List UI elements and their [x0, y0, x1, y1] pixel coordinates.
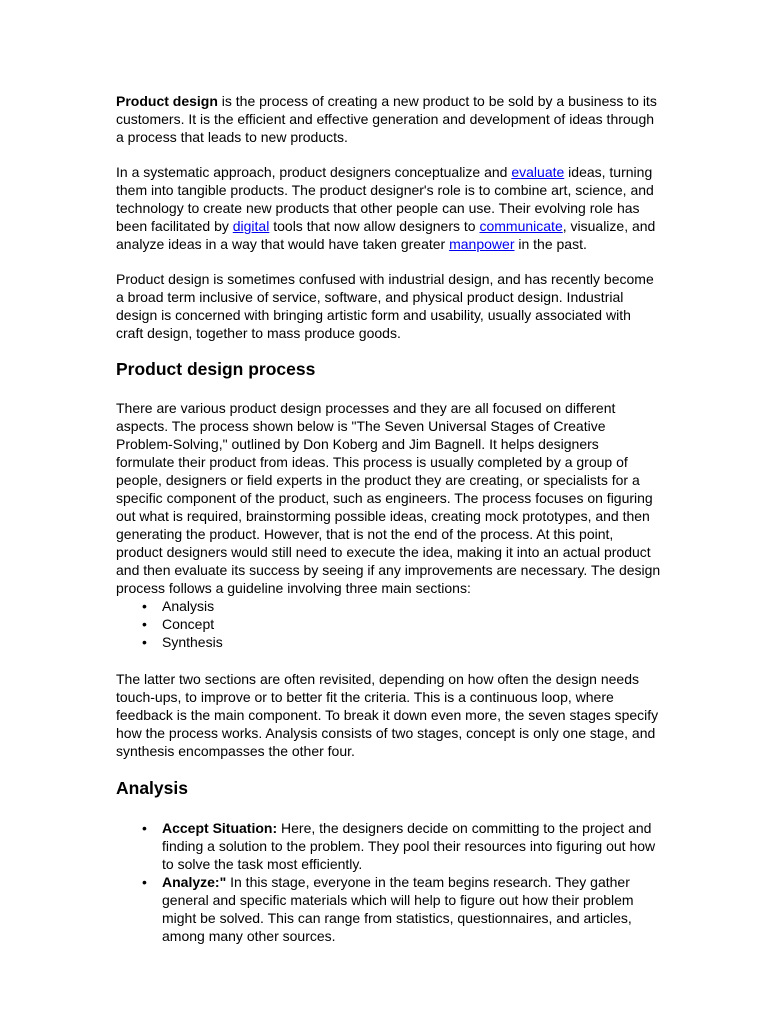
- list-item: [142, 633, 661, 651]
- sections-list: [116, 597, 661, 651]
- section-label: Concept: [162, 616, 215, 632]
- systematic-paragraph: [116, 163, 661, 253]
- systematic-text-4: , visualize, and analyze ideas in a way that would have taken greater: [116, 218, 656, 252]
- industrial-design-paragraph: Product design is sometimes confused with industrial design, and has recently become a broad term inclusive of service, software, and physical product design. Industrial design is concerned with bringing artistic form and usability, usually associated with craft design, together to mass produce goods.: [116, 271, 654, 341]
- evaluate-link[interactable]: evaluate: [511, 164, 565, 180]
- communicate-link[interactable]: communicate: [479, 218, 563, 234]
- stage-text: Here, the designers decide on committing to the project and finding a solution to the problem. They pool their resources into figuring out how to solve the task most efficiently.: [162, 820, 656, 872]
- list-item: [142, 597, 661, 615]
- systematic-text-5: in the past.: [514, 236, 587, 252]
- process-heading: Product design process: [116, 359, 316, 379]
- manpower-link[interactable]: manpower: [449, 236, 515, 252]
- stage-term: Accept Situation:: [162, 820, 278, 836]
- stage-term: Analyze:": [162, 874, 227, 890]
- bullet-icon: •: [142, 874, 147, 890]
- stage-text: In this stage, everyone in the team begins research. They gather general and specific materials which will help to figure out how their problem might be solved. This can range from statistics, questionnaires, and articles, among many other sources.: [162, 874, 634, 944]
- section-label: Analysis: [162, 598, 215, 614]
- intro-paragraph: [116, 92, 661, 146]
- digital-link[interactable]: digital: [232, 218, 270, 234]
- bullet-icon: •: [142, 598, 147, 614]
- process-paragraph: There are various product design processes and they are all focused on different aspects. The process shown below is "The Seven Universal Stages of Creative Problem-Solving," outlined by Don Koberg and Jim Bagnell. It helps designers formulate their product from ideas. This process is usually completed by a group of people, designers or field experts in the product they are creating, or specialists for a specific component of the product, such as engineers. The process focuses on figuring out what is required, brainstorming possible ideas, creating mock prototypes, and then generating the product. However, that is not the end of the process. At this point, product designers would still need to execute the idea, making it into an actual product and then evaluate its success by seeing if any improvements are necessary. The design process follows a guideline involving three main sections:: [116, 400, 661, 596]
- list-item: [142, 873, 661, 945]
- stages-list: [116, 819, 661, 945]
- bullet-icon: •: [142, 616, 147, 632]
- bullet-icon: •: [142, 820, 147, 836]
- section-label: Synthesis: [162, 634, 223, 650]
- latter-sections-paragraph: The latter two sections are often revisited, depending on how often the design needs touch-ups, to improve or to better fit the criteria. This is a continuous loop, where feedback is the main component. To break it down even more, the seven stages specify how the process works. Analysis consists of two stages, concept is only one stage, and synthesis encompasses the other four.: [116, 671, 659, 759]
- systematic-text-3: tools that now allow designers to: [269, 218, 480, 234]
- systematic-text-2: ideas, turning them into tangible products. The product designer's role is to combine art, science, and technology to create new products that other people can use. Their evolving role has been facilitated by: [116, 164, 654, 234]
- list-item: [142, 819, 661, 873]
- intro-text: is the process of creating a new product to be sold by a business to its customers. It is the efficient and effective generation and development of ideas through a process that leads to new products.: [116, 93, 657, 145]
- document-page: [116, 92, 661, 945]
- intro-term: Product design: [116, 93, 218, 109]
- bullet-icon: •: [142, 634, 147, 650]
- list-item: [142, 615, 661, 633]
- systematic-text-1: In a systematic approach, product designers conceptualize and: [116, 164, 512, 180]
- analysis-heading: Analysis: [116, 778, 188, 798]
